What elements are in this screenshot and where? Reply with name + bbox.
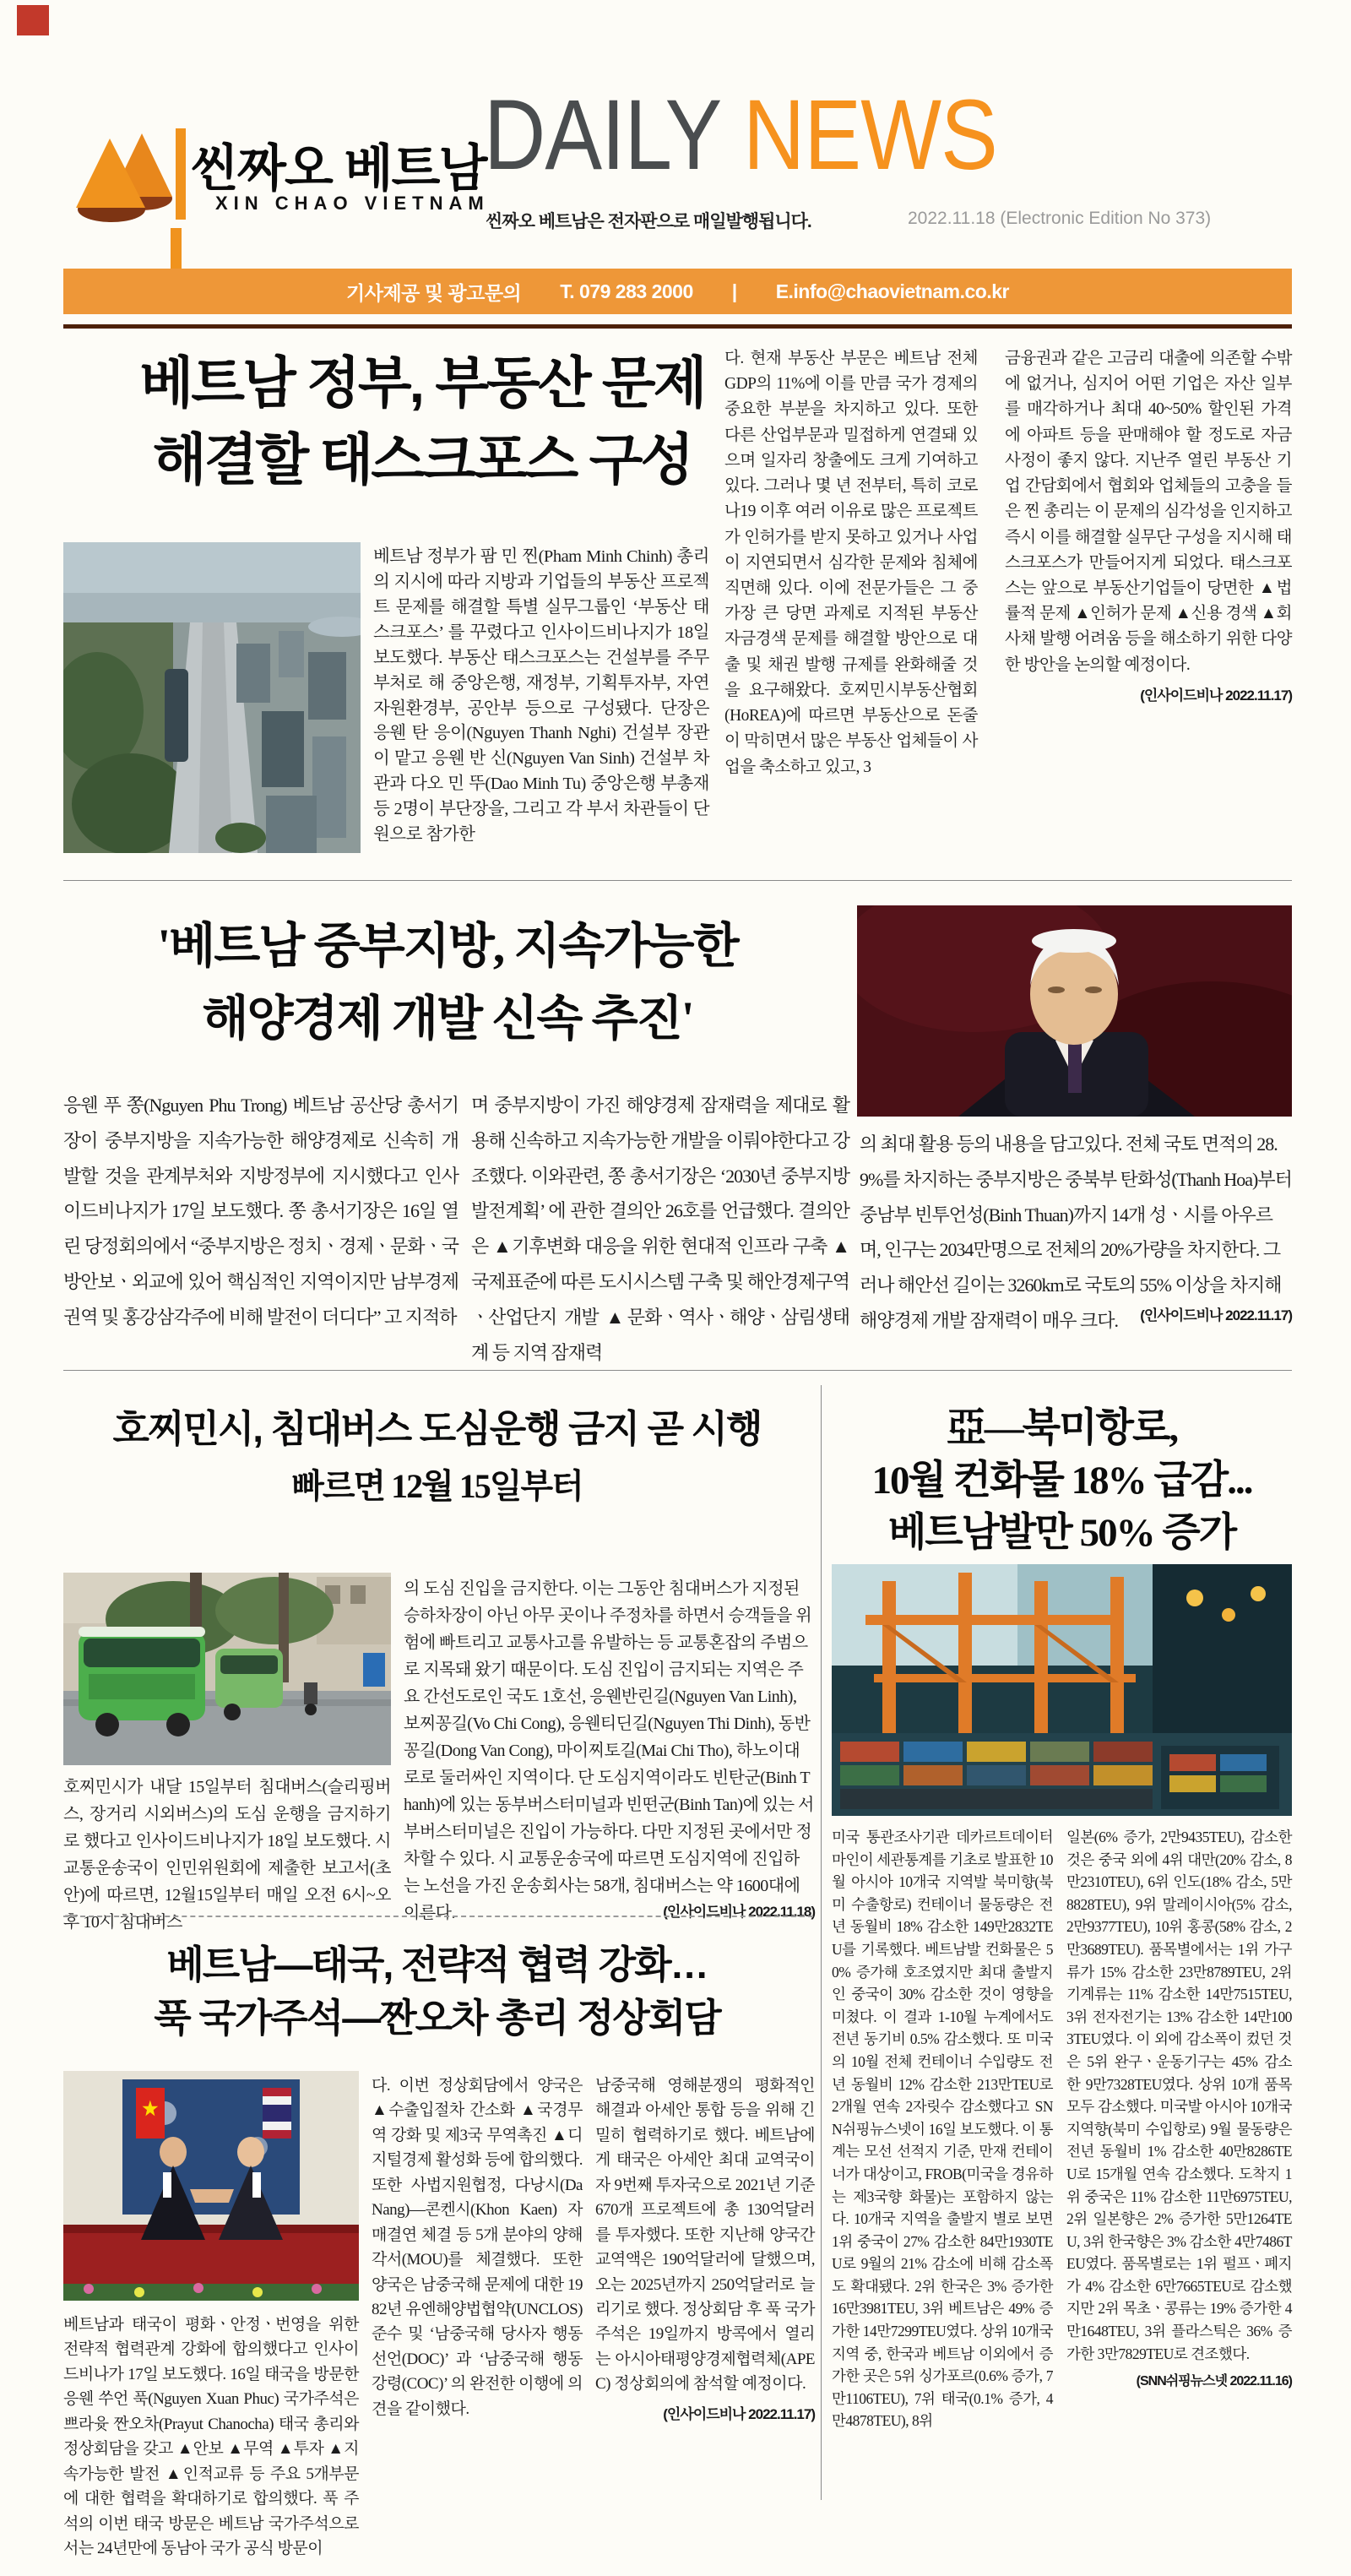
article3-headline: 호찌민시, 침대버스 도심운행 금지 곧 시행 bbox=[112, 1407, 762, 1450]
article2-col1: 응웬 푸 쫑(Nguyen Phu Trong) 베트남 공산당 총서기장이 중부지방을 지속가능한 해양경제로 신속히 개발할 것을 관계부처와 지방정부에 지시했다고 인사이드비나지가 17일 보도했다. 쫑 총서기장은 16일 열린 당정회의에서 “중부지방은 정치ㆍ경제ㆍ문화ㆍ국방안보ㆍ외교에 있어 핵심적인 지역이지만 남부경제권역 및 홍강삼각주에 비해 발전이 더디다” 고 지적하 bbox=[63, 1095, 458, 1328]
article3-right-wrap bbox=[404, 1575, 815, 1927]
article1-col3-wrap bbox=[1005, 346, 1292, 704]
article5-col1: 다. 이번 정상회담에서 양국은 ▲수출입절차 간소화 ▲국경무역 강화 및 제3국 무역촉진 ▲디지털경제 활성화 등에 합의했다. 또한 사법지원협정, 다낭시(Da Nang)—콘켄시(Khon Kaen) 자매결연 체결 등 5개 분야의 양해각서(MOU)를 체결했다. 또한 양국은 남중국해 문제에 대한 1982년 유엔해양법협약(UNCLOS) 준수 및 ‘남중국해 당사자 행동선언(DOC)’ 과 ‘남중국해 행동강령(COC)’ 의 완전한 이행에 의견을 같이했다. bbox=[372, 2077, 583, 2418]
masthead-tagline: 씬짜오 베트남은 전자판으로 매일발행됩니다. bbox=[486, 212, 811, 231]
article1-headline-line1: 베트남 정부, 부동산 문제 bbox=[139, 351, 705, 414]
contact-email[interactable]: E.info@chaovietnam.co.kr bbox=[775, 280, 1009, 302]
article1-col2: 다. 현재 부동산 부문은 베트남 전체 GDP의 11%에 이를 만큼 국가 경제의 중요한 부분을 차지하고 있다. 또한 다른 산업부문과 밀접하게 연결돼 있으며 일자리 창출에도 크게 기여하고 있다. 그러나 몇 년 전부터, 특히 코로나19 이후 여러 이유로 많은 프로젝트가 인허가를 받지 못하고 있거나 사업이 지연되면서 심각한 문제와 침체에 직면해 있다. 이에 전문가들은 그 중 가장 큰 당면 과제로 지적된 부동산 자금경색 문제를 해결할 방안으로 대출 및 채권 발행 규제를 완화해줄 것을 요구해왔다. 호찌민시부동산협회(HoREA)에 따르면 부동산으로 돈줄이 막히면서 많은 부동산 업체들이 사업을 축소하고 있고, 3 bbox=[724, 350, 978, 776]
masthead-edition: 2022.11.18 (Electronic Edition No 373) bbox=[908, 209, 1212, 228]
masthead-header bbox=[63, 51, 1292, 262]
divider-article3-5 bbox=[63, 1916, 813, 1917]
logo-korean-text: 씬짜오 베트남 bbox=[190, 140, 486, 197]
article1-headline-line2: 해결할 태스크포스 구성 bbox=[152, 428, 692, 492]
article5-headline-line1: 베트남—태국, 전략적 협력 강화… bbox=[166, 1943, 708, 1986]
article4-headline-line2: 10월 컨화물 18% 급감... bbox=[871, 1459, 1252, 1503]
logo-sub-text: XIN CHAO VIETNAM bbox=[215, 193, 490, 214]
masthead-daily: DAILY bbox=[484, 79, 720, 191]
article3-subhead: 빠르면 12월 15일부터 bbox=[291, 1467, 583, 1505]
article1-credit: (인사이드비나 2022.11.17) bbox=[1140, 687, 1292, 704]
masthead-title bbox=[484, 78, 997, 193]
article1-city-photo bbox=[63, 542, 361, 853]
article2-portrait-photo bbox=[857, 905, 1292, 1117]
article2-headline bbox=[76, 910, 819, 1055]
divider-article1-2 bbox=[63, 880, 1292, 881]
article2-headline-line2: 해양경제 개발 신속 추진' bbox=[202, 992, 693, 1046]
article1-headline bbox=[68, 345, 777, 498]
article5-col2: 남중국해 영해분쟁의 평화적인 해결과 아세안 통합 등을 위해 긴밀히 협력하기로 했다. 베트남에게 태국은 아세안 최대 교역국이자 9번째 투자국으로 2021년 기준 670개 프로젝트에 총 130억달러를 투자했다. 또한 지난해 양국간 교역액은 190억달러에 달했으며, 오는 2025년까지 250억달러로 늘리기로 했다. 정상회담 후 푹 국가주석은 19일까지 방콕에서 열리는 아시아태평양경제협력체(APEC) 정상회의에 참석할 예정이다. bbox=[595, 2077, 815, 2394]
article4-col2-wrap bbox=[1066, 1826, 1292, 2389]
article2-col3-wrap bbox=[860, 1127, 1292, 1339]
article2-col2: 며 중부지방이 가진 해양경제 잠재력을 제대로 활용해 신속하고 지속가능한 개발을 이뤄야한다고 강조했다. 이와관련, 쫑 총서기장은 ‘2030년 중부지방 발전계획’ 에 관한 결의안 26호를 언급했다. 결의안은 ▲기후변화 대응을 위한 현대적 인프라 구축 ▲국제표준에 따른 도시시스템 구축 및 해안경제구역ㆍ산업단지 개발 ▲문화ㆍ역사ㆍ해양ㆍ삼림생태계 등 지역 잠재력 bbox=[471, 1095, 849, 1363]
article3-left-text: 호찌민시가 내달 15일부터 침대버스(슬리핑버스, 장거리 시외버스)의 도심 운행을 금지하기로 했다고 인사이드비나지가 18일 보도했다. 시 교통운송국이 인민위원회에 제출한 보고서(초안)에 따르면, 12월15일부터 매일 오전 6시~오후 10시 침대버스 bbox=[63, 1778, 391, 1932]
contact-phone: T. 079 283 2000 bbox=[560, 280, 693, 302]
logo-cones-icon bbox=[76, 110, 186, 270]
article5-summit-photo bbox=[63, 2071, 359, 2301]
article3-right-text: 의 도심 진입을 금지한다. 이는 그동안 침대버스가 지정된 승하차장이 아닌 아무 곳이나 주정차를 하면서 승객들을 위험에 빠트리고 교통사고를 유발하는 등 교통혼잡의 주범으로 지목돼 왔기 때문이다. 도심 진입이 금지되는 지역은 주요 간선도로인 국도 1호선, 응웬반린길(Nguyen Van Linh), 보찌꽁길(Vo Chi Cong), 응웬티딘길(Nguyen Thi Dinh), 동반꽁길(Dong Van Cong), 마이찌토길(Mai Chi Tho), 하노이대로로 둘러싸인 지역이다. 단 도심지역이라도 빈탄군(Binh Thanh)에 있는 동부버스터미널과 빈떤군(Binh Tan)에 있는 서부버스터미널은 진입이 가능하다. 다만 지정된 곳에서만 정차할 수 있다. 시 교통운송국에 따르면 도심지역에 진입하는 노선을 가진 운송회사는 58개, 침대버스는 약 1600대에 이른다. bbox=[404, 1579, 814, 1922]
article4-col2: 일본(6% 증가, 2만9435TEU), 감소한 것은 중국 외에 4위 대만(20% 감소, 8만2310TEU), 6위 인도(18% 감소, 5만8828TEU), 9위 말레이시아(5% 감소, 2만9377TEU), 10위 홍콩(58% 감소, 2만3689TEU). 품목별에서는 1위 가구류가 15% 감소한 23만8789TEU, 2위 기계류는 11% 감소한 14만7515TEU, 3위 전자전기는 13% 감소한 14만1003TEU였다. 이 외에 감소폭이 컸던 것은 5위 완구ㆍ운동기구는 45% 감소한 9만7328TEU였다. 상위 10개 품목 모두 감소했다. 미국발 아시아 10개국 지역향(북미 수입항로) 9월 물동량은 전년 동월비 1% 감소한 40만8286TEU로 15개월 연속 감소했다. 도착지 1위 중국은 11% 감소한 11만6975TEU, 2위 일본향은 2% 증가한 5만1264TEU, 3위 한국향은 3% 감소한 4만7486TEU였다. 품목별로는 1위 펄프ㆍ폐지가 4% 감소한 6만7665TEU로 감소했지만 2위 목초ㆍ콩류는 19% 증가한 4만1648TEU, 3위 플라스틱은 36% 증가한 3만7829TEU로 견조했다. bbox=[1066, 1829, 1292, 2362]
article3-credit: (인사이드비나 2022.11.18) bbox=[663, 1904, 815, 1920]
article4-headline bbox=[832, 1402, 1292, 1559]
divider-vertical-col bbox=[821, 1385, 822, 2500]
article5-headline-line2: 푹 국가주석—짠오차 총리 정상회담 bbox=[154, 1996, 720, 2041]
article4-credit: (SNN쉬핑뉴스넷 2022.11.16) bbox=[1136, 2374, 1292, 2389]
divider-article2-3 bbox=[63, 1370, 1292, 1371]
article3-bus-photo bbox=[63, 1573, 391, 1765]
article5-credit: (인사이드비나 2022.11.17) bbox=[663, 2405, 815, 2422]
article5-left-text: 베트남과 태국이 평화ㆍ안정ㆍ번영을 위한 전략적 협력관계 강화에 합의했다고 인사이드비나가 17일 보도했다. 16일 태국을 방문한 응웬 쑤언 푹(Nguyen Xuan Phuc) 국가주석은 쁘라윳 짠오차(Prayut Chanocha) 태국 총리와 정상회담을 갖고 ▲안보 ▲무역 ▲투자 ▲지속가능한 발전 ▲인적교류 등 주요 5개부문에 대한 협력을 확대하기로 합의했다. 푹 주석의 이번 태국 방문은 베트남 국가주석으로서는 24년만에 동남아 국가 공식 방문이 bbox=[63, 2316, 359, 2557]
article4-port-photo bbox=[832, 1564, 1292, 1816]
article2-col3: 의 최대 활용 등의 내용을 담고있다. 전체 국토 면적의 28.9%를 차지하는 중부지방은 중북부 탄화성(Thanh Hoa)부터 중남부 빈투언성(Binh Thuan)까지 14개 성ㆍ시를 아우르며, 인구는 2034만명으로 전체의 20%가량을 차지한다. 그러나 해안선 길이는 3260km로 국토의 55% 이상을 차지해 해양경제 개발 잠재력이 매우 크다. bbox=[860, 1133, 1292, 1331]
article4-col1: 미국 통관조사기관 데카르트데이터마인이 세관통계를 기초로 발표한 10월 아시아 10개국 지역발 북미향(북미 수출항로) 컨테이너 물동량은 전년 동월비 18% 감소한 149만2832TEU를 기록했다. 베트남발 컨화물은 50% 증가해 호조였지만 최대 출발지인 중국이 30% 감소한 것이 영향을 미쳤다. 이 결과 1-10월 누계에서도 전년 동기비 0.5% 감소했다. 또 미국의 10월 전체 컨테이너 수입량도 전년 동월비 12% 감소한 213만TEU로 2개월 연속 2자릿수 감소했다고 SNN쉬핑뉴스넷이 16일 보도했다. 이 통계는 모선 선적지 기준, 만재 컨테이너가 대상이고, FROB(미국을 경유하는 제3국향 화물)는 포함하지 않는다. 10개국 지역을 출발지 별로 보면 1위 중국이 27% 감소한 84만1930TEU로 9월의 21% 감소에 비해 감소폭도 확대됐다. 2위 한국은 3% 증가한 16만3981TEU, 3위 베트남은 49% 증가한 14만7299TEU였다. 상위 10개국 지역 중, 한국과 베트남 이외에서 증가한 곳은 5위 싱가포르(0.6% 증가, 7만1106TEU), 7위 태국(0.1% 증가, 4만4878TEU), 8위 bbox=[832, 1829, 1053, 2430]
contact-bar bbox=[63, 269, 1292, 314]
article2-headline-line1: '베트남 중부지방, 지속가능한 bbox=[157, 920, 738, 973]
article1-col1: 베트남 정부가 팜 민 찐(Pham Minh Chinh) 총리의 지시에 따라 지방과 기업들의 부동산 프로젝트 문제를 해결할 특별 실무그룹인 ‘부동산 태스크포스’ 를 꾸렸다고 인사이드비나지가 18일 보도했다. 부동산 태스크포스는 건설부를 주무부처로 해 중앙은행, 재정부, 기획투자부, 자연자원환경부, 공안부 등으로 구성됐다. 단장은 응웬 탄 응이(Nguyen Thanh Nghi) 건설부 장관이 맡고 응웬 반 신(Nguyen Van Sinh) 건설부 차관과 다오 민 뚜(Dao Minh Tu) 중앙은행 부총재 등 2명이 부단장을, 그리고 각 부서 차관들이 단원으로 참가한 bbox=[373, 547, 709, 845]
corner-red-mark bbox=[17, 5, 49, 35]
contact-separator: | bbox=[731, 280, 737, 302]
article5-col2-wrap bbox=[595, 2073, 815, 2423]
masthead-news: NEWS bbox=[742, 79, 997, 191]
header-rule bbox=[63, 324, 1292, 329]
article4-headline-line1: 亞—북미항로, bbox=[946, 1406, 1178, 1450]
article2-credit: (인사이드비나 2022.11.17) bbox=[1140, 1307, 1292, 1323]
article1-col3: 금융권과 같은 고금리 대출에 의존할 수밖에 없거나, 심지어 어떤 기업은 자산 일부를 매각하거나 최대 40~50% 할인된 가격에 아파트 등을 판매해야 할 정도로 자금 사정이 좋지 않다. 지난주 열린 부동산 기업 간담회에서 협회와 업체들의 고충을 들은 찐 총리는 이 문제의 심각성을 인지하고 즉시 이를 해결할 실무단 구성을 지시해 태스크포스가 만들어지게 되었다. 태스크포스는 앞으로 부동산기업들이 당면한 ▲법률적 문제 ▲인허가 문제 ▲신용 경색 ▲회사채 발행 어려움 등을 해소하기 위한 다양한 방안을 논의할 예정이다. bbox=[1005, 350, 1292, 674]
article4-headline-line3: 베트남발만 50% 증가 bbox=[887, 1511, 1236, 1556]
article5-headline bbox=[63, 1938, 811, 2046]
contact-label: 기사제공 및 광고문의 bbox=[346, 281, 522, 304]
